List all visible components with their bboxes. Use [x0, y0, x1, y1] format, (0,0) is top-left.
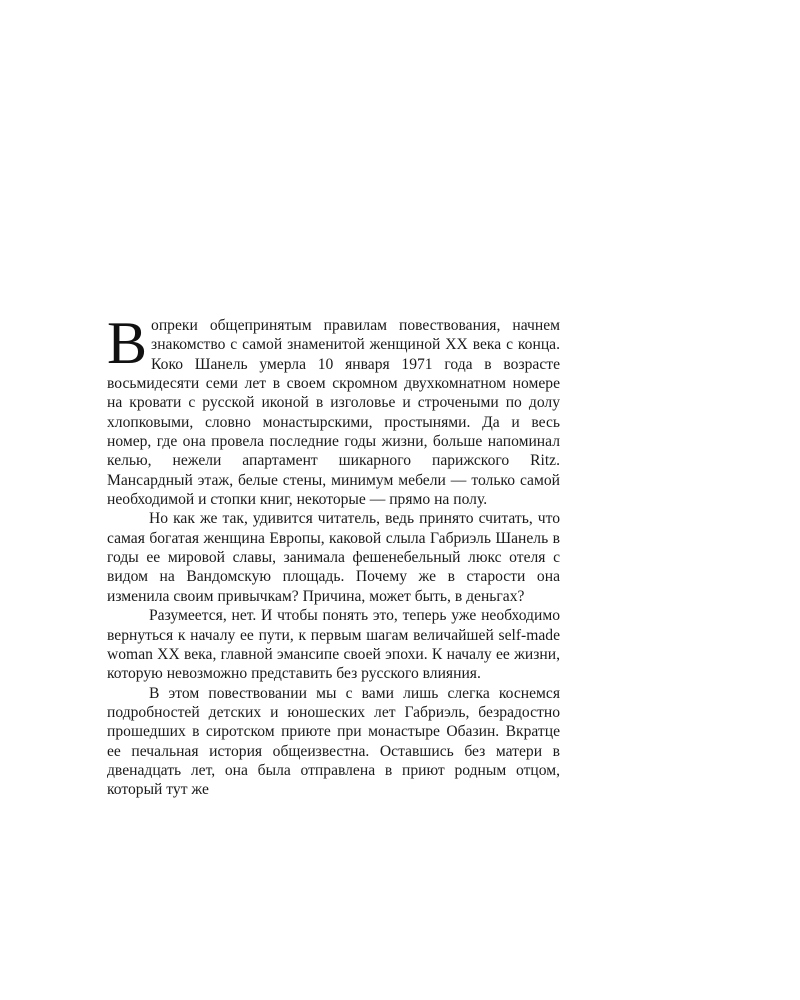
paragraph-2: Но как же так, удивится читатель, ведь принято считать, что самая богатая женщина Европы, каковой слыла Габриэль Шанель в годы ее мировой славы, занимала фешенебельный люкс отеля с видом на Вандомскую площадь. Почему же в старости она изменила своим привычкам? Причина, может быть, в деньгах? — [107, 510, 560, 605]
drop-cap-letter: В — [107, 310, 148, 376]
paragraph-1-text: опреки общепринятым правилам повествования, начнем знакомство с самой знаменитой женщиной XX века с конца. Коко Шанель умерла 10 января 1971 года в возрасте восьмидесяти семи лет в своем скромном двухкомнатном номере на кровати с русской иконой в изголовье и строчеными по долу хлопковыми, словно монастырскими, простынями. Да и весь номер, где она провела последние годы жизни, больше напоминал келью, нежели апартамент шикарного парижского Ritz. Мансардный этаж, белые стены, минимум мебели — только самой необходимой и стопки книг, некоторые — прямо на полу. — [107, 317, 560, 509]
paragraph-3: Разумеется, нет. И чтобы понять это, теперь уже необходимо вернуться к началу ее пути, к первым шагам величайшей self-made woman XX века, главной эмансипе своей эпохи. К началу ее жизни, которую невозможно представить без русского влияния. — [107, 607, 560, 683]
body-text — [107, 310, 560, 800]
paragraph-4: В этом повествовании мы с вами лишь слегка коснемся подробностей детских и юношеских лет Габриэль, безрадостно прошедших в сиротском приюте при монастыре Обазин. Вкратце ее печальная история общеизвестна. Оставшись без матери в двенадцать лет, она была отправлена в приют родным отцом, который тут же — [107, 684, 560, 799]
paragraph-1 — [107, 310, 560, 509]
